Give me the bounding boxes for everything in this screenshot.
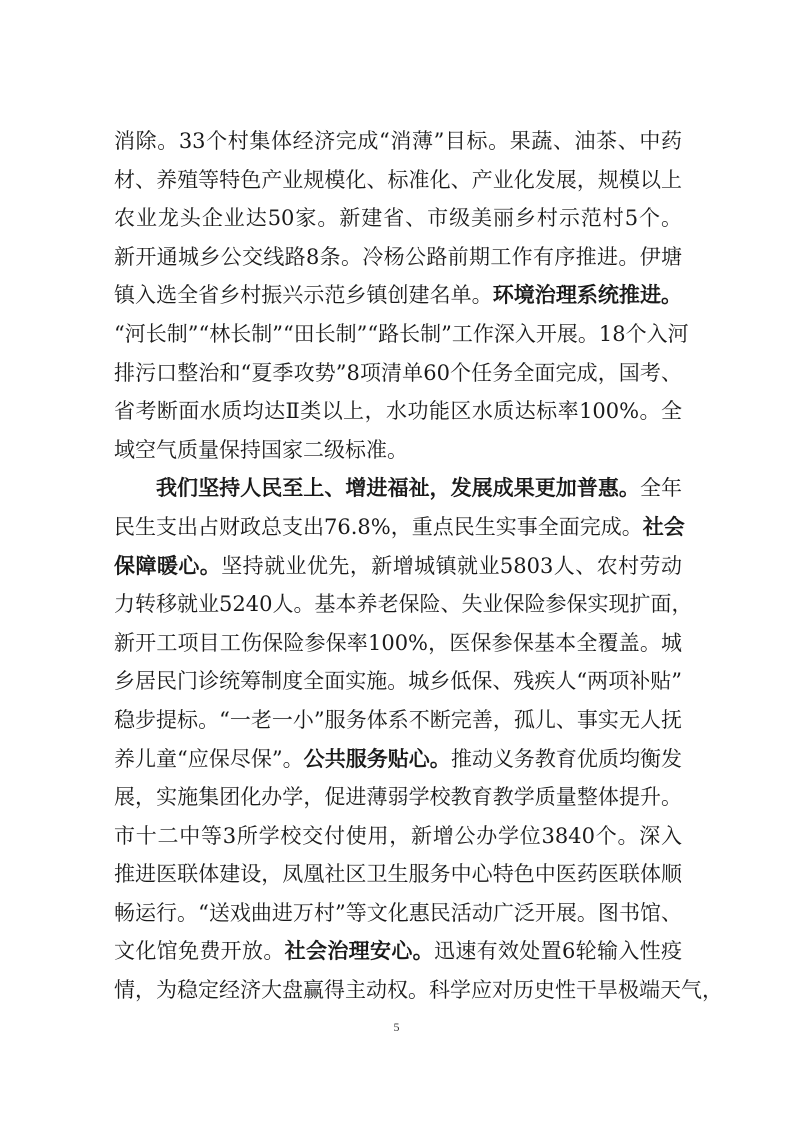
text-line: 文化馆免费开放。社会治理安心。迅速有效处置6轮输入性疫 (114, 938, 682, 964)
text-line: 新开工项目工伤保险参保率100%，医保参保基本全覆盖。城 (114, 630, 682, 655)
text-line: 材、养殖等特色产业规模化、标准化、产业化发展，规模以上 (114, 167, 682, 192)
text-line: 民生支出占财政总支出76.8%，重点民生实事全面完成。社会 (114, 513, 685, 539)
paragraph-start-line: 我们坚持人民至上、增进福祉，发展成果更加普惠。全年 (156, 475, 683, 501)
section-heading: 社会治理安心。 (284, 938, 434, 964)
text-line: 展，实施集团化办学，促进薄弱学校教育教学质量整体提升。 (114, 785, 682, 810)
section-heading: 公共服务贴心。 (303, 745, 451, 771)
body-text (114, 122, 723, 1010)
text-line: 保障暖心。坚持就业优先，新增城镇就业5803人、农村劳动 (114, 552, 682, 578)
text-line: 农业龙头企业达50家。新建省、市级美丽乡村示范村5个。 (114, 206, 682, 231)
text-line: 域空气质量保持国家二级标准。 (114, 437, 408, 462)
text-line: 镇入选全省乡村振兴示范乡镇创建名单。环境治理系统推进。 (114, 282, 683, 308)
text-line: 情，为稳定经济大盘赢得主动权。科学应对历史性干旱极端天气， (114, 978, 723, 1003)
text-line: 养儿童“应保尽保”。公共服务贴心。推动义务教育优质均衡发 (114, 745, 683, 771)
paragraph-heading: 我们坚持人民至上、增进福祉，发展成果更加普惠。 (156, 475, 640, 501)
text-line: 排污口整治和“夏季攻势”8项清单60个任务全面完成，国考、 (114, 360, 682, 385)
text-line: “河长制”“林长制”“田长制”“路长制”工作深入开展。18个入河 (114, 321, 689, 346)
text-line: 市十二中等3所学校交付使用，新增公办学位3840个。深入 (114, 823, 682, 848)
text-line: 力转移就业5240人。基本养老保险、失业保险参保实现扩面， (114, 592, 693, 617)
text-line: 省考断面水质均达Ⅱ类以上，水功能区水质达标率100%。全 (114, 399, 682, 424)
section-heading: 社会 (642, 513, 685, 539)
text-line: 畅运行。“送戏曲进万村”等文化惠民活动广泛开展。图书馆、 (114, 900, 682, 925)
text-line: 消除。33个村集体经济完成“消薄”目标。果蔬、油茶、中药 (114, 129, 682, 153)
text-line: 新开通城乡公交线路8条。冷杨公路前期工作有序推进。伊塘 (114, 244, 682, 269)
text-line: 稳步提标。“一老一小”服务体系不断完善，孤儿、事实无人抚 (114, 707, 682, 732)
section-heading: 环境治理系统推进。 (492, 282, 683, 308)
text-line: 乡居民门诊统筹制度全面实施。城乡低保、残疾人“两项补贴” (114, 669, 682, 694)
section-heading: 保障暖心。 (114, 552, 222, 578)
page-number: 5 (393, 1020, 400, 1034)
text-line: 推进医联体建设，凤凰社区卫生服务中心特色中医药医联体顺 (114, 862, 682, 887)
